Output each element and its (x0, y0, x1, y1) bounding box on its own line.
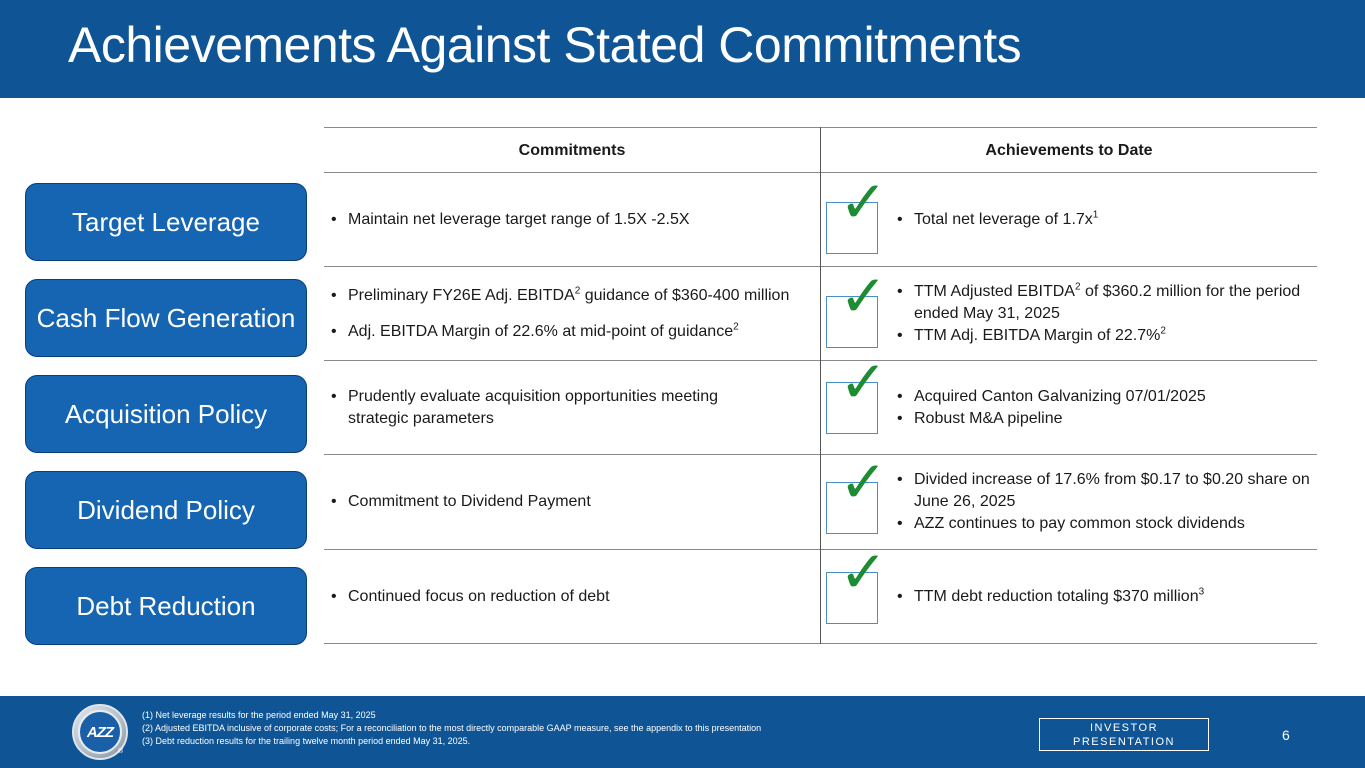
logo-mark: AZZ (78, 710, 122, 754)
table-row (324, 168, 1317, 266)
badge-line-2: PRESENTATION (1073, 736, 1175, 748)
commitments-cell (330, 550, 814, 643)
footnotes (142, 709, 761, 748)
footnote-3: (3) Debt reduction results for the trailing twelve month period ended May 31, 2025. (142, 736, 471, 746)
achievement-item: • Total net leverage of $1.7x^1$ (896, 209, 1314, 231)
page-number: 6 (1282, 727, 1290, 743)
registered-mark: ® (118, 748, 124, 755)
page-title: Achievements Against Stated Commitments (68, 17, 1022, 73)
category-debt-reduction: Debt Reduction (25, 567, 307, 645)
footnote-1: (1) Net leverage results for the period ended May 31, 2025 (142, 710, 376, 720)
checkmark-icon: ✓ (839, 168, 888, 236)
achievements-cell (896, 361, 1314, 454)
achievements-cell (896, 455, 1314, 549)
checkmark-icon: ✓ (839, 348, 888, 416)
check-box (826, 168, 888, 254)
achievements-cell (896, 173, 1314, 266)
achievements-cell (896, 550, 1314, 643)
header-achievements: Achievements to Date (985, 142, 1153, 159)
footer-bar (0, 696, 1365, 768)
category-target-leverage: Target Leverage (25, 183, 307, 261)
commitments-cell (330, 267, 814, 360)
commitment-item: • Continued focus on reduction of debt (330, 586, 814, 608)
commitment-item: • Adj. EBITDA Margin of 22.6% at mid-point of guidance$^2$ (330, 321, 814, 343)
commitments-cell (330, 173, 814, 266)
check-box (826, 538, 888, 624)
achievement-item: • TTM debt reduction totaling $370 million$^3$ (896, 586, 1314, 608)
commitment-item: • Preliminary FY26E Adj. EBITDA$^2$ guidance of $360-400 million (330, 285, 814, 307)
investor-presentation-badge (1039, 718, 1209, 751)
badge-line-1: INVESTOR (1089, 722, 1159, 734)
header-commitments: Commitments (518, 142, 626, 159)
commitments-table (324, 127, 1317, 644)
achievement-item: • Acquired Canton Galvanizing 07/01/2025 (896, 386, 1314, 408)
commitment-item: • Prudently evaluate acquisition opportunities meeting strategic parameters (330, 386, 760, 430)
commitment-item: • Commitment to Dividend Payment (330, 491, 814, 513)
achievement-item: • Divided increase of 17.6% from $0.17 to $0.20 share on June 26, 2025 (896, 469, 1314, 513)
category-cash-flow-generation: Cash Flow Generation (25, 279, 307, 357)
checkmark-icon: ✓ (839, 448, 888, 516)
category-dividend-policy: Dividend Policy (25, 471, 307, 549)
check-box (826, 262, 888, 348)
checkmark-icon: ✓ (839, 262, 888, 330)
header-bar (0, 0, 1365, 98)
achievement-item: • Robust M&A pipeline (896, 408, 1314, 430)
check-box (826, 448, 888, 534)
table-row (324, 448, 1317, 549)
footnote-2: (2) Adjusted EBITDA inclusive of corporate costs; For a reconciliation to the most directly comparable GAAP measure, see the appendix to this presentation (142, 723, 762, 733)
achievement-item: • TTM Adjusted EBITDA$^2$ of $360.2 million for the period ended May 31, 2025 (896, 281, 1314, 325)
check-box (826, 348, 888, 434)
category-acquisition-policy: Acquisition Policy (25, 375, 307, 453)
commitments-cell (330, 361, 814, 454)
table-row (324, 538, 1317, 643)
checkmark-icon: ✓ (839, 538, 888, 606)
table-row (324, 348, 1317, 454)
commitment-item: • Maintain net leverage target range of 1.5X -2.5X (330, 209, 814, 231)
achievements-cell (896, 267, 1314, 360)
achievement-item: • AZZ continues to pay common stock dividends (896, 513, 1314, 535)
achievement-item: • TTM Adj. EBITDA Margin of 22.7%$^2$ (896, 325, 1314, 347)
table-row (324, 262, 1317, 360)
commitments-cell (330, 455, 814, 549)
